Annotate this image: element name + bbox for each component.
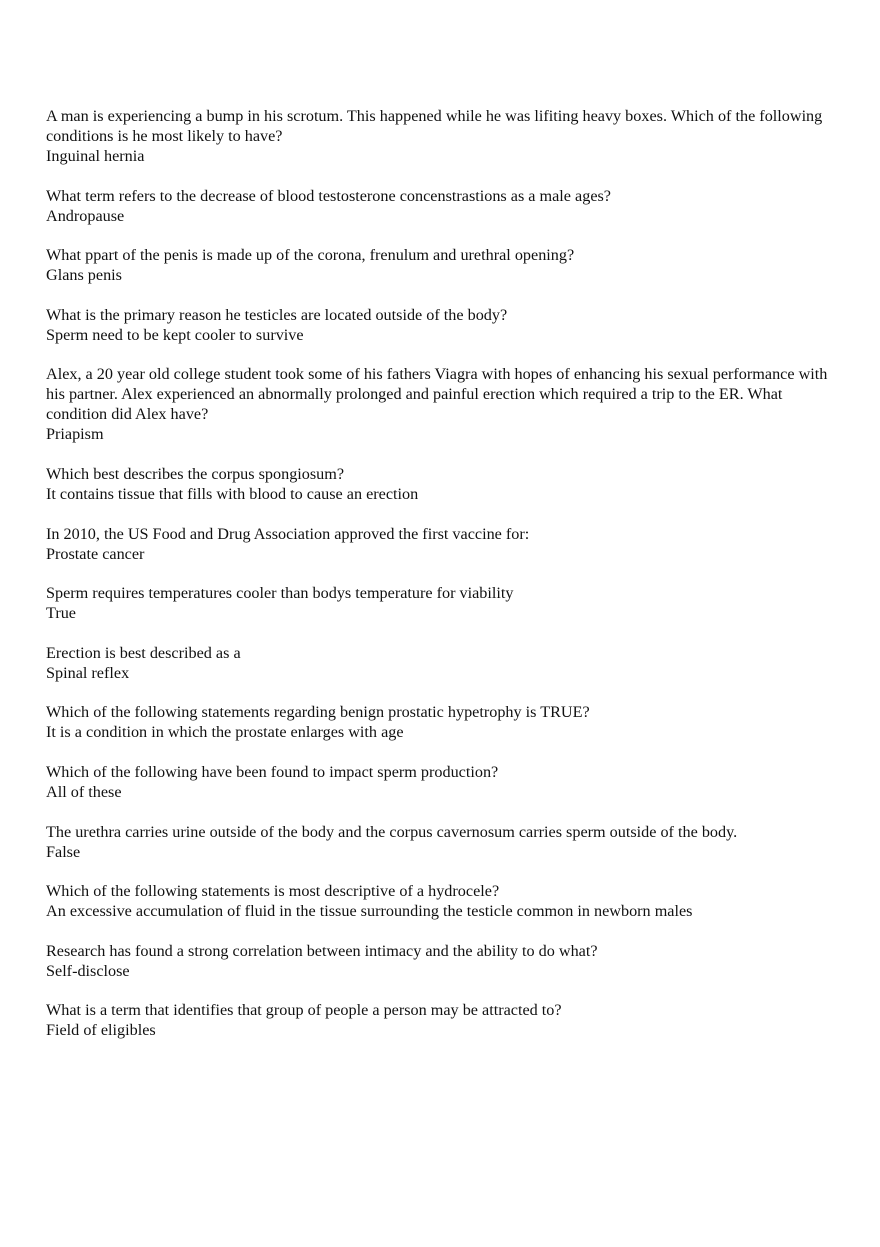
qa-item xyxy=(46,881,836,921)
document-page xyxy=(46,106,836,1060)
qa-item xyxy=(46,643,836,683)
answer-text: Andropause xyxy=(46,206,125,225)
question-text: Which best describes the corpus spongiosum? xyxy=(46,464,345,483)
question-text: Sperm requires temperatures cooler than bodys temperature for viability xyxy=(46,584,514,603)
question-text: Which of the following statements regarding benign prostatic hypetrophy is TRUE? xyxy=(46,703,590,722)
qa-item xyxy=(46,524,836,564)
answer-text: It is a condition in which the prostate enlarges with age xyxy=(46,723,404,742)
question-text: What is a term that identifies that group of people a person may be attracted to? xyxy=(46,1001,562,1020)
answer-text: Spinal reflex xyxy=(46,663,130,682)
qa-item xyxy=(46,822,836,862)
qa-item xyxy=(46,364,836,444)
qa-item xyxy=(46,941,836,981)
question-text: In 2010, the US Food and Drug Association approved the first vaccine for: xyxy=(46,524,530,543)
question-text: What term refers to the decrease of blood testosterone concenstrastions as a male ages? xyxy=(46,186,611,205)
qa-item xyxy=(46,245,836,285)
answer-text: False xyxy=(46,842,81,861)
question-text: Erection is best described as a xyxy=(46,643,241,662)
answer-text: True xyxy=(46,604,76,623)
qa-item xyxy=(46,702,836,742)
qa-item xyxy=(46,186,836,226)
answer-text: All of these xyxy=(46,782,122,801)
qa-item xyxy=(46,305,836,345)
qa-item xyxy=(46,762,836,802)
qa-item xyxy=(46,583,836,623)
answer-text: An excessive accumulation of fluid in the tissue surrounding the testicle common in newborn males xyxy=(46,902,693,921)
answer-text: It contains tissue that fills with blood to cause an erection xyxy=(46,484,419,503)
answer-text: Sperm need to be kept cooler to survive xyxy=(46,325,304,344)
qa-item xyxy=(46,106,836,166)
question-text: What is the primary reason he testicles are located outside of the body? xyxy=(46,305,508,324)
answer-text: Inguinal hernia xyxy=(46,147,145,165)
question-text: The urethra carries urine outside of the body and the corpus cavernosum carries sperm outside of the body. xyxy=(46,822,738,841)
answer-text: Glans penis xyxy=(46,266,122,285)
question-text: Alex, a 20 year old college student took some of his fathers Viagra with hopes of enhancing his sexual performance with his partner. Alex experienced an abnormally prolonged and painful erection which required a trip to the ER. What condition did Alex have? xyxy=(46,365,828,424)
qa-item xyxy=(46,464,836,504)
question-text: Which of the following statements is most descriptive of a hydrocele? xyxy=(46,882,500,901)
answer-text: Prostate cancer xyxy=(46,544,145,563)
question-text: A man is experiencing a bump in his scrotum. This happened while he was lifiting heavy boxes. Which of the following conditions is he most likely to have? xyxy=(46,107,823,145)
answer-text: Self-disclose xyxy=(46,961,130,980)
answer-text: Field of eligibles xyxy=(46,1021,156,1040)
question-text: Which of the following have been found to impact sperm production? xyxy=(46,762,499,781)
question-text: What ppart of the penis is made up of the corona, frenulum and urethral opening? xyxy=(46,246,575,265)
question-text: Research has found a strong correlation between intimacy and the ability to do what? xyxy=(46,941,598,960)
answer-text: Priapism xyxy=(46,425,104,444)
qa-item xyxy=(46,1000,836,1040)
